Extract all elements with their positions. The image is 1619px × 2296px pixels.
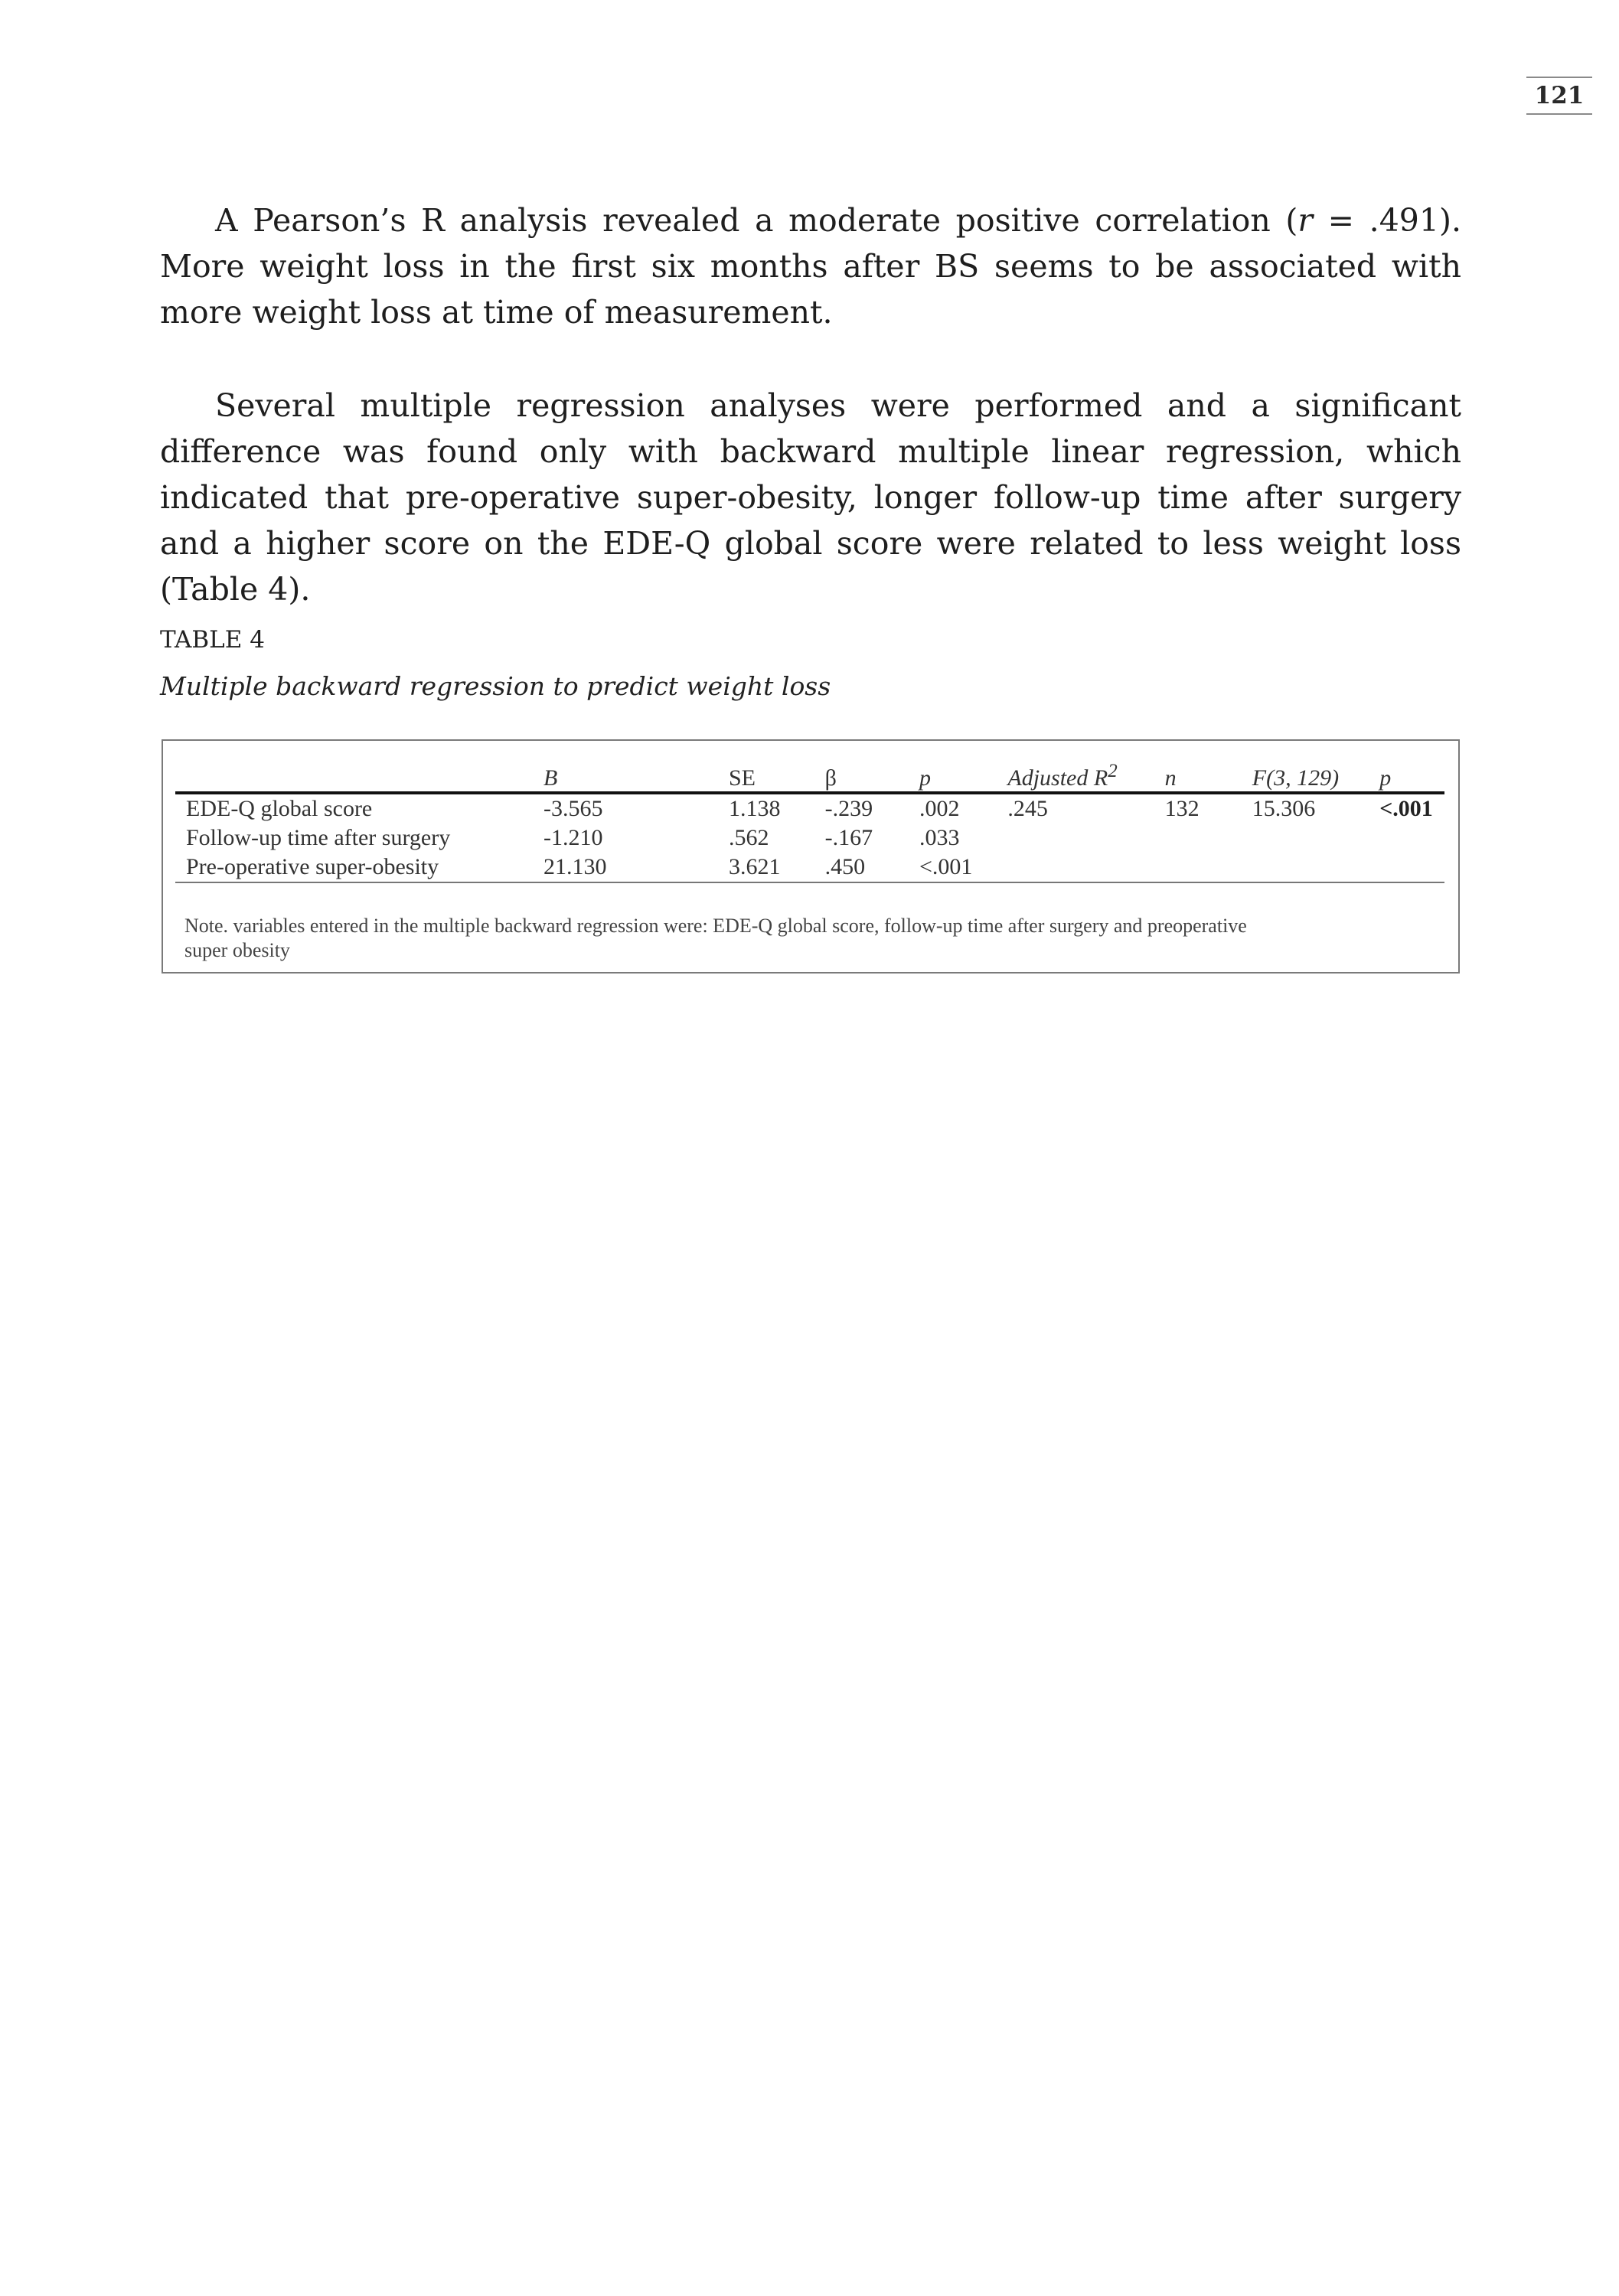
cell-b: -3.565 [543,796,603,821]
cell-se: 1.138 [728,796,781,821]
cell-beta: .450 [821,853,915,882]
cell-adjusted-r2: .245 [1007,796,1048,821]
cell-p: .033 [919,825,960,850]
cell-variable: EDE-Q global score [186,796,373,821]
regression-table-box [162,739,1460,974]
header-p-model: p [1375,761,1444,793]
cell-se: .562 [728,825,769,850]
cell-p-model [1375,853,1444,882]
cell-b: -1.210 [543,825,603,850]
table-row [175,853,1444,882]
header-adjusted-r2-text: Adjusted R [1007,765,1108,791]
header-p: p [915,761,1003,793]
paragraph-regression-analyses: Several multiple regression analyses were performed and a significant difference was found only with backward multiple linear regression, which indicated that pre-operative super-obesity, longer follow-up time after surgery and a higher score on the EDE-Q global score were related to less weight loss (Table 4). [160,387,1461,608]
cell-b: 21.130 [539,853,724,882]
page-number: 121 [1534,82,1585,109]
cell-f [1248,853,1375,882]
header-n: n [1160,761,1248,793]
header-f: F(3, 129) [1248,761,1375,793]
cell-beta: -.167 [824,825,873,850]
paragraph-text-part: = .491). More weight loss in the first six months after BS seems to be associated with more weight loss at time of measurement. [160,202,1461,331]
cell-se: 3.621 [724,853,821,882]
header-b: B [539,761,724,793]
header-adjusted-r2 [1003,761,1160,793]
header-beta: β [821,761,915,793]
cell-p: <.001 [915,853,1003,882]
cell-adjusted-r2 [1003,853,1160,882]
cell-f: 15.306 [1252,796,1316,821]
page-number-rule-top [1526,77,1592,78]
table-note: Note. variables entered in the multiple backward regression were: EDE-Q global score, follow-up time after surgery and preoperative super obesity [184,915,1247,961]
cell-p-model: <.001 [1379,796,1433,821]
table-row [175,793,1444,823]
page-number-rule-bottom [1526,113,1592,115]
regression-table [175,761,1444,883]
r-symbol: r [1297,202,1314,239]
table-label: TABLE 4 [160,626,265,654]
cell-p: .002 [919,796,960,821]
cell-n [1160,853,1248,882]
cell-adjusted-r2 [1003,823,1160,853]
cell-beta: -.239 [824,796,873,821]
table-title: Multiple backward regression to predict weight loss [160,671,831,701]
header-variable [175,761,539,793]
table-row [175,823,1444,853]
table-header-row [175,761,1444,793]
cell-variable: Pre-operative super-obesity [175,853,539,882]
header-se: SE [724,761,821,793]
cell-f [1248,823,1375,853]
paragraph-text-part: A Pearson’s R analysis revealed a moderate positive correlation ( [215,202,1298,239]
cell-variable: Follow-up time after surgery [186,825,451,850]
cell-n [1160,823,1248,853]
header-adjusted-r2-superscript: 2 [1108,761,1118,781]
cell-n: 132 [1164,796,1200,821]
cell-p-model [1375,823,1444,853]
paragraph-pearson-correlation [160,197,1461,335]
